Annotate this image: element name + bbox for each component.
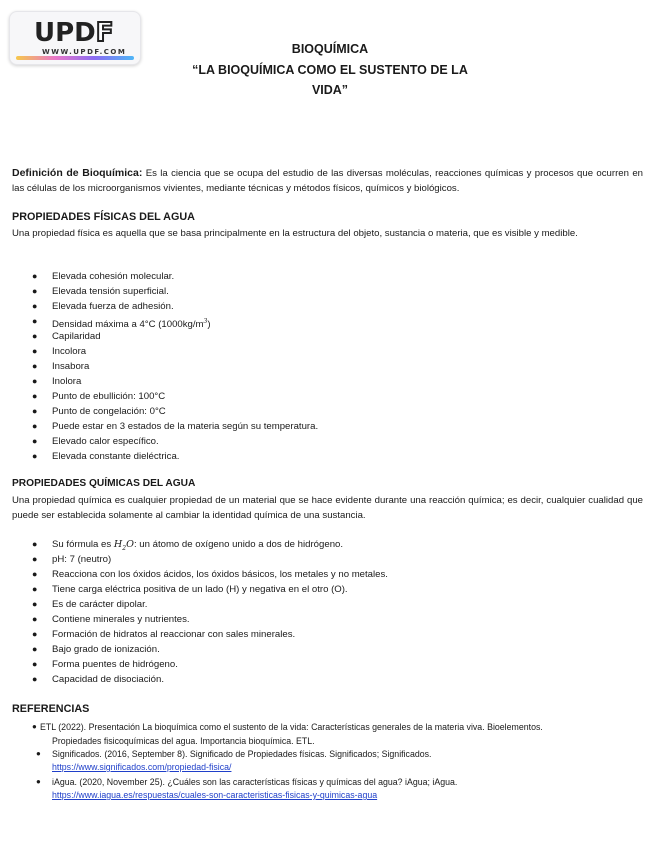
- chemical-properties-list: [32, 537, 388, 687]
- chemical-intro: Una propiedad química es cualquier propiedad de un material que se hace evidente durante una reacción química; es decir, cualquier cualidad que puede ser establecida solamente al cambiar la identidad química de una sustancia.: [12, 495, 643, 521]
- list-item: ● pH: 7 (neutro): [32, 554, 112, 565]
- list-item: ● Tiene carga eléctrica positiva de un lado (H) y negativa en el otro (O).: [32, 584, 348, 595]
- list-item: ● Elevada constante dieléctrica.: [32, 451, 180, 462]
- reference-3: ● iAgua. (2020, November 25). ¿Cuáles son las características físicas y químicas del agua? iAgua; iAgua.: [36, 777, 458, 787]
- list-item: ● Punto de congelación: 0°C: [32, 406, 166, 417]
- updf-logo: [9, 11, 141, 65]
- document-subtitle-line1: “LA BIOQUÍMICA COMO EL SUSTENTO DE LA: [192, 63, 468, 77]
- definition-label: Definición de Bioquímica:: [12, 167, 143, 179]
- document-title: BIOQUÍMICA: [291, 42, 369, 56]
- list-item: ● Formación de hidratos al reaccionar con sales minerales.: [32, 629, 296, 640]
- list-item: ● Insabora: [32, 361, 90, 372]
- list-item: ● Elevada tensión superficial.: [32, 286, 169, 297]
- list-item: ● Punto de ebullición: 100°C: [32, 391, 166, 402]
- list-item: ● Inolora: [32, 376, 82, 387]
- physical-properties-heading: PROPIEDADES FÍSICAS DEL AGUA: [12, 211, 195, 223]
- definition-paragraph: [12, 166, 643, 196]
- list-item: ● Capilaridad: [32, 331, 101, 342]
- references-heading: REFERENCIAS: [12, 703, 90, 715]
- list-item: ● Densidad máxima a 4°C $(1000kg/m^3)$: [32, 316, 211, 330]
- list-item: ● Puede estar en 3 estados de la materia según su temperatura.: [32, 421, 319, 432]
- reference-2: ● Significados. (2016, September 8). Significado de Propiedades físicas. Significados; Significados.: [36, 749, 432, 759]
- list-item: ● Bajo grado de ionización.: [32, 644, 160, 655]
- logo-gradient-bar: [16, 56, 134, 60]
- list-item: ● Incolora: [32, 346, 87, 357]
- reference-1: ● ETL (2022). Presentación La bioquímica como el sustento de la vida: Características generales de la materia viva. Bioelementos.: [32, 722, 543, 732]
- list-item: ● Reacciona con los óxidos ácidos, los óxidos básicos, los metales y no metales.: [32, 569, 388, 580]
- list-item: ● Forma puentes de hidrógeno.: [32, 659, 178, 670]
- document-subtitle-line2: VIDA”: [311, 83, 349, 97]
- list-item: ● Elevado calor específico.: [32, 436, 159, 447]
- chemical-properties-heading: PROPIEDADES QUÍMICAS DEL AGUA: [12, 478, 196, 489]
- reference-2-link[interactable]: https://www.significados.com/propiedad-fisica/: [52, 762, 232, 772]
- reference-1-continued: Propiedades fisicoquímicas del agua. Importancia bioquímica. ETL.: [52, 736, 315, 746]
- list-item: ● Capacidad de disociación.: [32, 674, 165, 685]
- reference-3-link[interactable]: https://www.iagua.es/respuestas/cuales-son-caracteristicas-fisicas-y-quimicas-agua: [52, 790, 378, 800]
- logo-wordmark: UPDF: [34, 18, 114, 48]
- list-item: ● Elevada fuerza de adhesión.: [32, 301, 174, 312]
- list-item: ● Elevada cohesión molecular.: [32, 271, 175, 282]
- physical-intro: Una propiedad física es aquella que se basa principalmente en la estructura del objeto, sustancia o materia, que es visible y medible.: [12, 228, 578, 239]
- list-item: ● Es de carácter dipolar.: [32, 599, 148, 610]
- list-item: ● Contiene minerales y nutrientes.: [32, 614, 190, 625]
- definition-text: Es la ciencia que se ocupa del estudio de las diversas moléculas, reacciones químicas y procesos que ocurren en las células de los microorganismos vivientes, mediante técnicas y métodos físicos, químicos y biológicos.: [12, 168, 643, 194]
- logo-url: WWW.UPDF.COM: [42, 48, 127, 56]
- physical-properties-list: [32, 269, 318, 464]
- list-item: ● Su fórmula es $H_2O$: un átomo de oxígeno unido a dos de hidrógeno.: [32, 539, 344, 552]
